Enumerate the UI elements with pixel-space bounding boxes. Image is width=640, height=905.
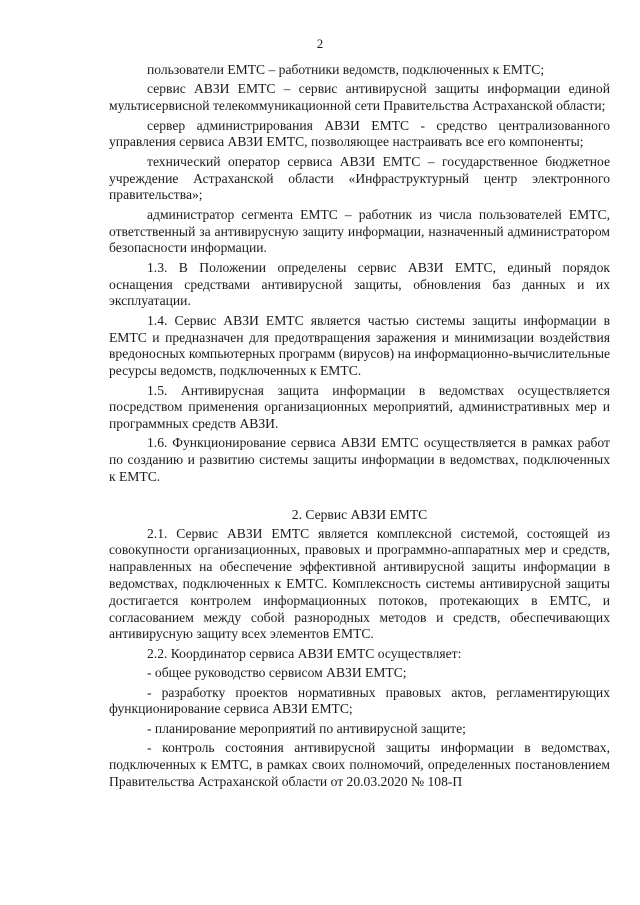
paragraph-definition-operator: технический оператор сервиса АВЗИ ЕМТС – государственное бюджетное учреждение Астраханской области «Инфраструктурный центр электронного правительства»; — [109, 153, 610, 203]
paragraph-definition-admin: администратор сегмента ЕМТС – работник из числа пользователей ЕМТС, ответственный за антивирусную защиту информации, назначенный администратором безопасности информации. — [109, 206, 610, 256]
paragraph-definition-server: сервер администрирования АВЗИ ЕМТС - средство централизованного управления сервиса АВЗИ ЕМТС, позволяющее настраивать все его компоненты; — [109, 117, 610, 150]
document-body — [109, 62, 610, 793]
list-item-planning: - планирование мероприятий по антивирусной защите; — [147, 720, 466, 736]
list-item-general-management: - общее руководство сервисом АВЗИ ЕМТС; — [147, 665, 407, 681]
section-heading: 2. Сервис АВЗИ ЕМТС — [291, 506, 428, 522]
paragraph-1-4: 1.4. Сервис АВЗИ ЕМТС является частью системы защиты информации в ЕМТС и предназначен для предотвращения заражения и минимизации воздействия вредоносных компьютерных программ (вирусов) на информационно-вычислительные ресурсы ведомств, подключенных к ЕМТС. — [109, 312, 610, 379]
paragraph-definition-service: сервис АВЗИ ЕМТС – сервис антивирусной защиты информации единой мультисервисной телекоммуникационной сети Правительства Астраханской области; — [109, 81, 610, 114]
list-item-monitoring: - контроль состояния антивирусной защиты информации в ведомствах, подключенных к ЕМТС, в рамках своих полномочий, определенных постановлением Правительства Астраханской области от 20.03.2020 № 108-П — [109, 740, 610, 789]
paragraph-1-5: 1.5. Антивирусная защита информации в ведомствах осуществляется посредством применения организационных мероприятий, административных мер и программных средств АВЗИ. — [109, 382, 610, 432]
list-item-draft-acts: - разработку проектов нормативных правовых актов, регламентирующих функционирование сервиса АВЗИ ЕМТС; — [109, 684, 610, 717]
paragraph-1-3: 1.3. В Положении определены сервис АВЗИ ЕМТС, единый порядок оснащения средствами антивирусной защиты, обновления баз данных и их эксплуатации. — [109, 259, 610, 309]
paragraph-definition-users: пользователи ЕМТС – работники ведомств, подключенных к ЕМТС; — [147, 62, 545, 77]
page-number: 2 — [316, 36, 324, 51]
paragraph-1-6: 1.6. Функционирование сервиса АВЗИ ЕМТС осуществляется в рамках работ по созданию и развитию системы защиты информации в ведомствах, подключенных к ЕМТС. — [109, 435, 610, 485]
paragraph-2-2: 2.2. Координатор сервиса АВЗИ ЕМТС осуществляет: — [147, 645, 462, 661]
paragraph-2-1: 2.1. Сервис АВЗИ ЕМТС является комплексной системой, состоящей из совокупности организационных, правовых и программно-аппаратных мер и средств, направленных на обеспечение эффективной антивирусной защиты информации в ведомствах, подключенных к ЕМТС. Комплексность системы антивирусной защиты достигается контролем информационных потоков, протекающих в ЕМТС, и согласованием между собой разнородных методов и средств, обеспечивающих антивирусную защиту всех элементов ЕМТС. — [109, 525, 610, 642]
